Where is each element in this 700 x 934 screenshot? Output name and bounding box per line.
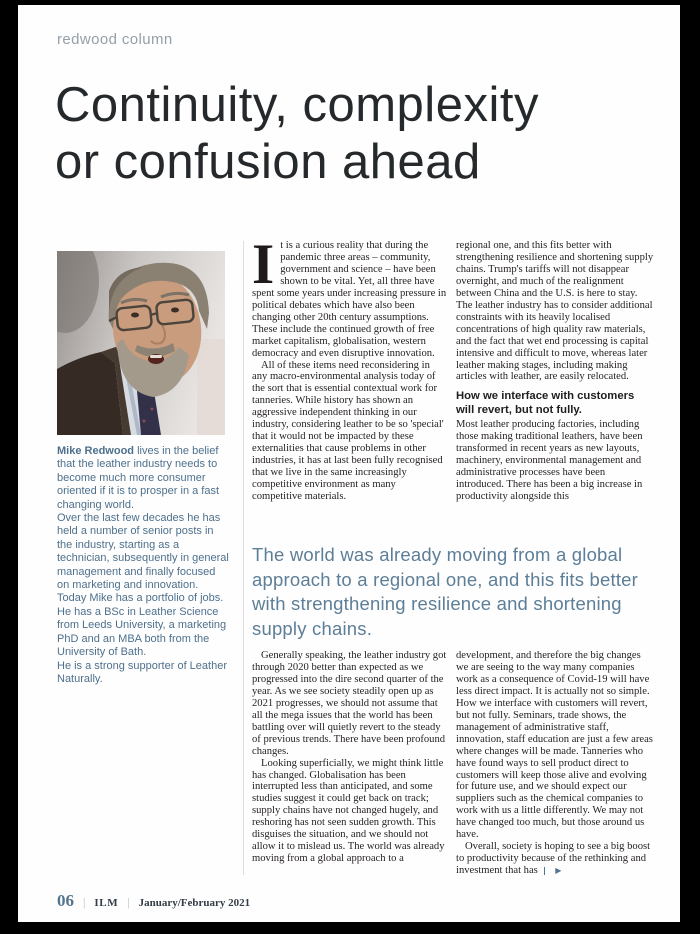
author-name: Mike Redwood <box>57 445 135 457</box>
author-bio <box>57 445 230 686</box>
section-kicker: redwood column <box>57 31 173 48</box>
page-footer <box>57 891 250 911</box>
pull-quote: The world was already moving from a global approach to a regional one, and this fits better with strengthening resilience and shortening supply chains. <box>252 544 639 639</box>
magazine-page <box>18 5 680 922</box>
article-paragraph: Generally speaking, the leather industry got through 2020 better than expected as we progressed into the dire second quarter of the year. As we see society steadily open up as 2021 progresses, we should not assume that all the mega issues that the world has been battling over will quietly revert to the steady of previous trends. There have been profound changes. <box>252 650 447 757</box>
article-title-line1: Continuity, complexity <box>55 78 539 132</box>
bio-paragraph: He has a BSc in Leather Science from Leeds University, a marketing PhD and an MBA both from the University of Bath. <box>57 605 227 659</box>
column-rule <box>243 241 244 875</box>
page-number: 06 <box>57 891 74 910</box>
article-column-3 <box>252 650 447 865</box>
article-column-4 <box>456 650 654 877</box>
drop-cap: I <box>252 233 275 296</box>
issue-date: January/February 2021 <box>138 897 251 909</box>
continued-arrow-icon: ▶ <box>544 867 562 875</box>
article-paragraph: All of these items need reconsidering in any macro-environmental analysis today of the sort that is essential contextual work for tanneries. While history has shown an aggressive independent thinking in our industry, considering leather to be so 'special' that it would not be impacted by these externalities that cause problems in other industries, it has at last been fully recognised that we live in the same increasingly competitive environment as many competitive materials. <box>252 359 444 503</box>
article-column-2 <box>456 240 654 503</box>
article-title-line2: or confusion ahead <box>55 135 481 189</box>
footer-separator: | <box>127 895 130 909</box>
article-paragraph: development, and therefore the big changes we are seeing to the way many companies work as a consequence of Covid-19 will have less direct impact. It is actually not so simple. How we interface with customers will revert, but not fully. Seminars, trade shows, the management of administrative staff, innovation, staff education are just a few areas where changes will be made. Tanneries who have found ways to sell product direct to customers will keep those alive and evolving for future use, and we should expect our suppliers such as the chemical companies to work with us a little differently. We may not have changed too much, but those around us have. <box>456 650 653 841</box>
paragraph-text: Overall, society is hoping to see a big boost to productivity because of the rethinking and investment that has <box>456 841 651 877</box>
footer-separator: | <box>83 895 86 909</box>
article-paragraph: Most leather producing factories, including those making traditional leathers, have been transformed in recent years as new layouts, machinery, environmental management and administrative processes have been introduced. There has been a big increase in productivity alongside this <box>456 418 643 502</box>
bio-text: lives in the belief that the leather industry needs to become much more consumer oriented if it is to prosper in a fast changing world. <box>57 445 220 511</box>
article-title <box>55 77 655 191</box>
article-paragraph: Looking superficially, we might think little has changed. Globalisation has been interrupted less than anticipated, and some studies suggest it could get back on track; supply chains have not changed hugely, and reshoring has not seen sudden growth. This disguises the situation, and we should not allow it to mislead us. The world was already moving from a global approach to a <box>252 757 445 865</box>
article-paragraph <box>252 233 447 360</box>
bio-paragraph: He is a strong supporter of Leather Naturally. <box>57 659 227 685</box>
paragraph-text: t is a curious reality that during the pandemic three areas – community, government and science – have been shown to be vital. Yet, all three have spent some years under increasing pressure in political debates which have also been changing other 20th century assumptions. These include the continued growth of free market capitalism, globalisation, western democracy and even disruptive innovation. <box>252 240 447 359</box>
article-paragraph: regional one, and this fits better with strengthening resilience and shortening supply chains. Trump's tariffs will not disappear overnight, and much of the realignment between China and the U.S. is here to stay. The leather industry has to consider additional constraints with its heavily localised concentrations of high quality raw materials, and the fact that wet end processing is capital intensive and difficult to move, whereas later leather making stages, including making articles with leather, are easily relocated. <box>456 240 654 383</box>
portrait-photo <box>57 251 225 435</box>
portrait-illustration <box>57 251 225 435</box>
article-paragraph <box>456 841 654 877</box>
bio-paragraph: Over the last few decades he has held a number of senior posts in the industry, starting as a technician, subsequently in general management and finally focused on marketing and innovation. Today Mike has a portfolio of jobs. <box>57 512 229 605</box>
section-subheading: How we interface with customers will revert, but not fully. <box>456 390 635 416</box>
bio-paragraph <box>57 445 230 512</box>
magazine-name: ILM <box>94 897 119 909</box>
article-column-1 <box>252 233 447 503</box>
